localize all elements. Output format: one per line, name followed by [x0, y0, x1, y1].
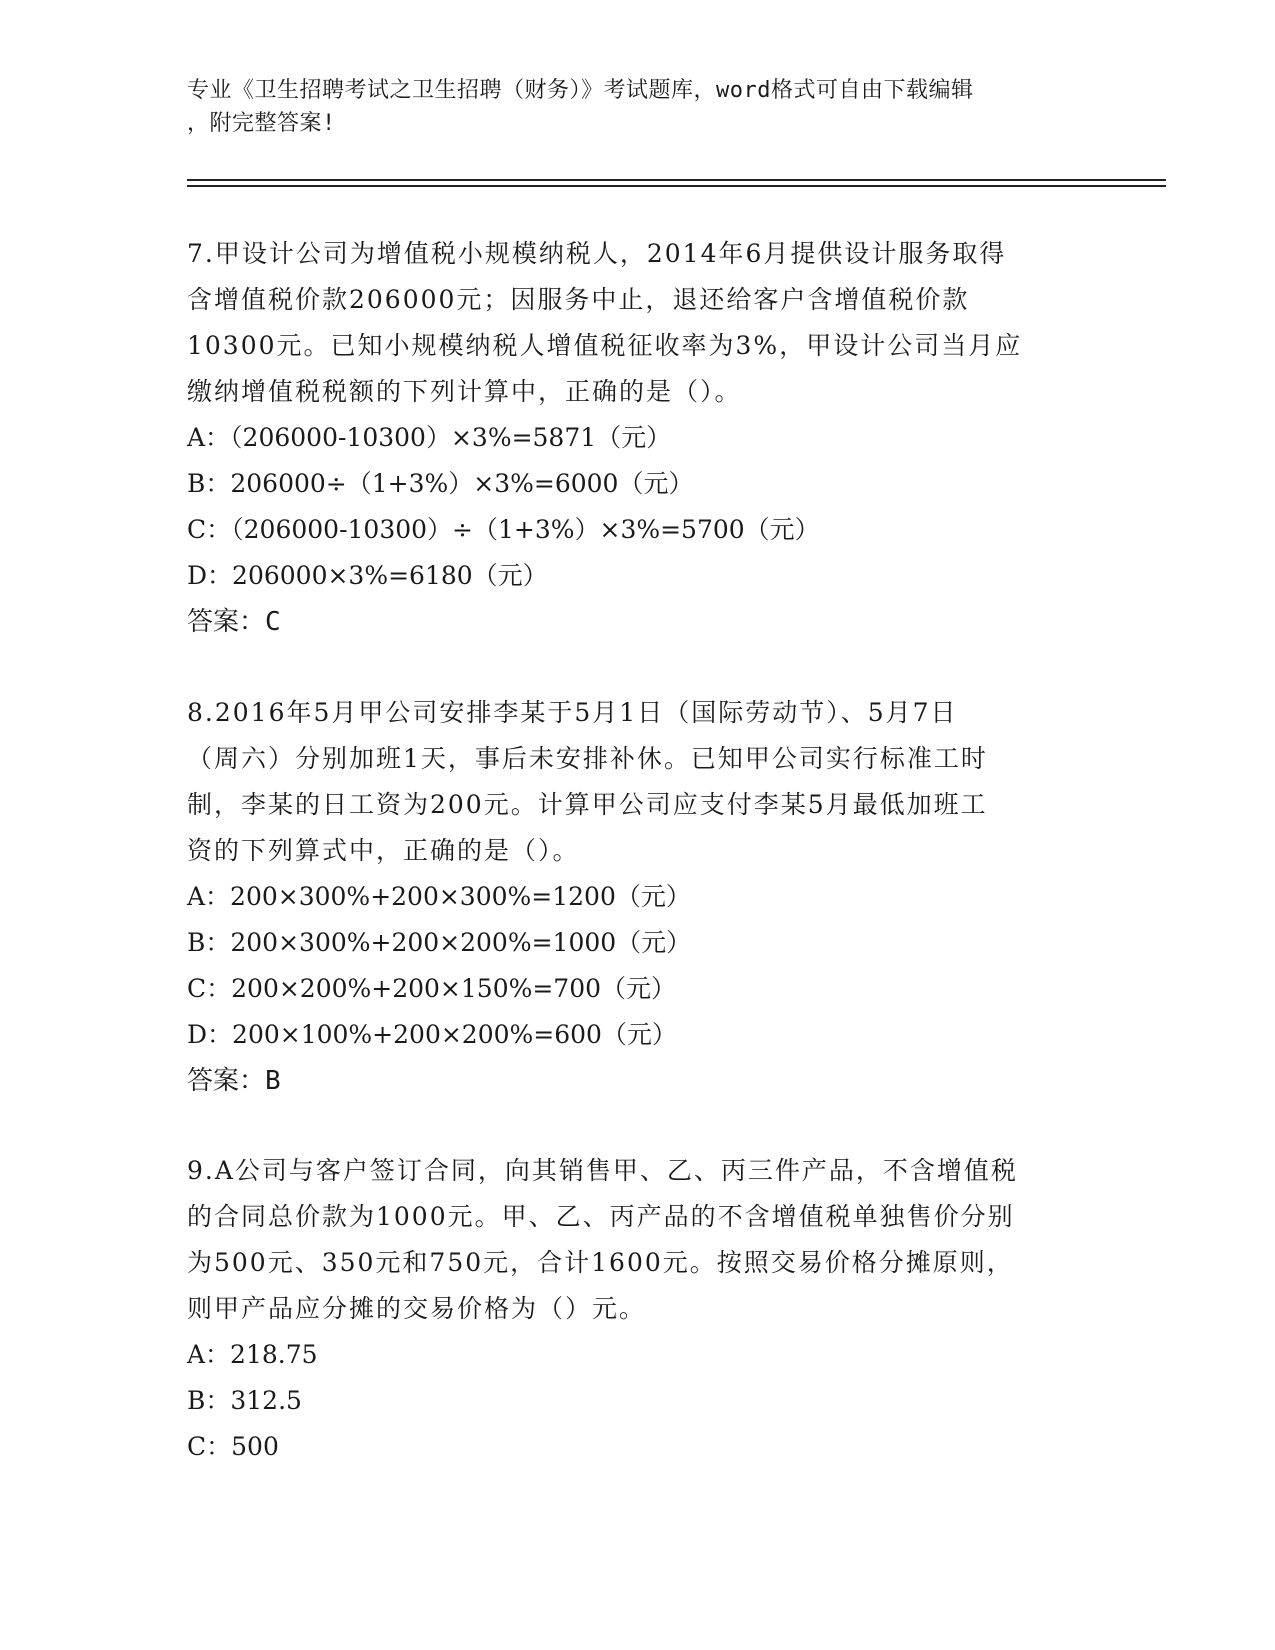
question-8-option-a: A：200×300%+200×300%=1200（元） — [187, 882, 691, 911]
question-8-answer: 答案：B — [187, 1066, 281, 1096]
question-9-option-b: B：312.5 — [187, 1386, 302, 1415]
question-7-line-4: 缴纳增值税税额的下列计算中，正确的是（）。 — [187, 377, 742, 406]
header-line-2: ，附完整答案! — [187, 111, 336, 136]
question-7-line-1: 7.甲设计公司为增值税小规模纳税人，2014年6月提供设计服务取得 — [187, 239, 1007, 268]
question-9-line-4: 则甲产品应分摊的交易价格为（）元。 — [187, 1294, 647, 1323]
question-8 — [187, 690, 1087, 1104]
question-9-option-c: C：500 — [187, 1432, 279, 1461]
question-7 — [187, 231, 1087, 645]
question-7-answer: 答案：C — [187, 607, 281, 637]
question-8-option-c: C：200×200%+200×150%=700（元） — [187, 974, 677, 1003]
question-9-line-3: 为500元、350元和750元，合计1600元。按照交易价格分摊原则， — [187, 1248, 1014, 1277]
question-7-option-c: C：（206000-10300）÷（1+3%）×3%=5700（元） — [187, 515, 820, 544]
question-8-option-b: B：200×300%+200×200%=1000（元） — [187, 928, 692, 957]
header-divider-bottom — [187, 185, 1166, 187]
question-7-line-3: 10300元。已知小规模纳税人增值税征收率为3%，甲设计公司当月应 — [187, 331, 1023, 360]
question-7-line-2: 含增值税价款206000元；因服务中止，退还给客户含增值税价款 — [187, 285, 970, 314]
question-9-line-1: 9.A公司与客户签订合同，向其销售甲、乙、丙三件产品，不含增值税 — [187, 1156, 1018, 1185]
question-7-option-b: B：206000÷（1+3%）×3%=6000（元） — [187, 469, 694, 498]
question-8-line-1: 8.2016年5月甲公司安排李某于5月1日（国际劳动节）、5月7日 — [187, 698, 958, 727]
question-7-option-d: D：206000×3%=6180（元） — [187, 561, 548, 590]
header-line-1: 专业《卫生招聘考试之卫生招聘（财务）》考试题库，word格式可自由下载编辑 — [187, 78, 974, 103]
question-8-line-4: 资的下列算式中，正确的是（）。 — [187, 836, 580, 865]
document-header — [187, 74, 1087, 140]
question-7-option-a: A：（206000-10300）×3%=5871（元） — [187, 423, 672, 452]
question-9 — [187, 1148, 1087, 1470]
question-9-option-a: A：218.75 — [187, 1340, 318, 1369]
question-8-option-d: D：200×100%+200×200%=600（元） — [187, 1020, 677, 1049]
question-9-line-2: 的合同总价款为1000元。甲、乙、丙产品的不含增值税单独售价分别 — [187, 1202, 1015, 1231]
header-divider-top — [187, 179, 1166, 181]
question-8-line-2: （周六）分别加班1天，事后未安排补休。已知甲公司实行标准工时 — [187, 744, 988, 773]
question-8-line-3: 制，李某的日工资为200元。计算甲公司应支付李某5月最低加班工 — [187, 790, 988, 819]
